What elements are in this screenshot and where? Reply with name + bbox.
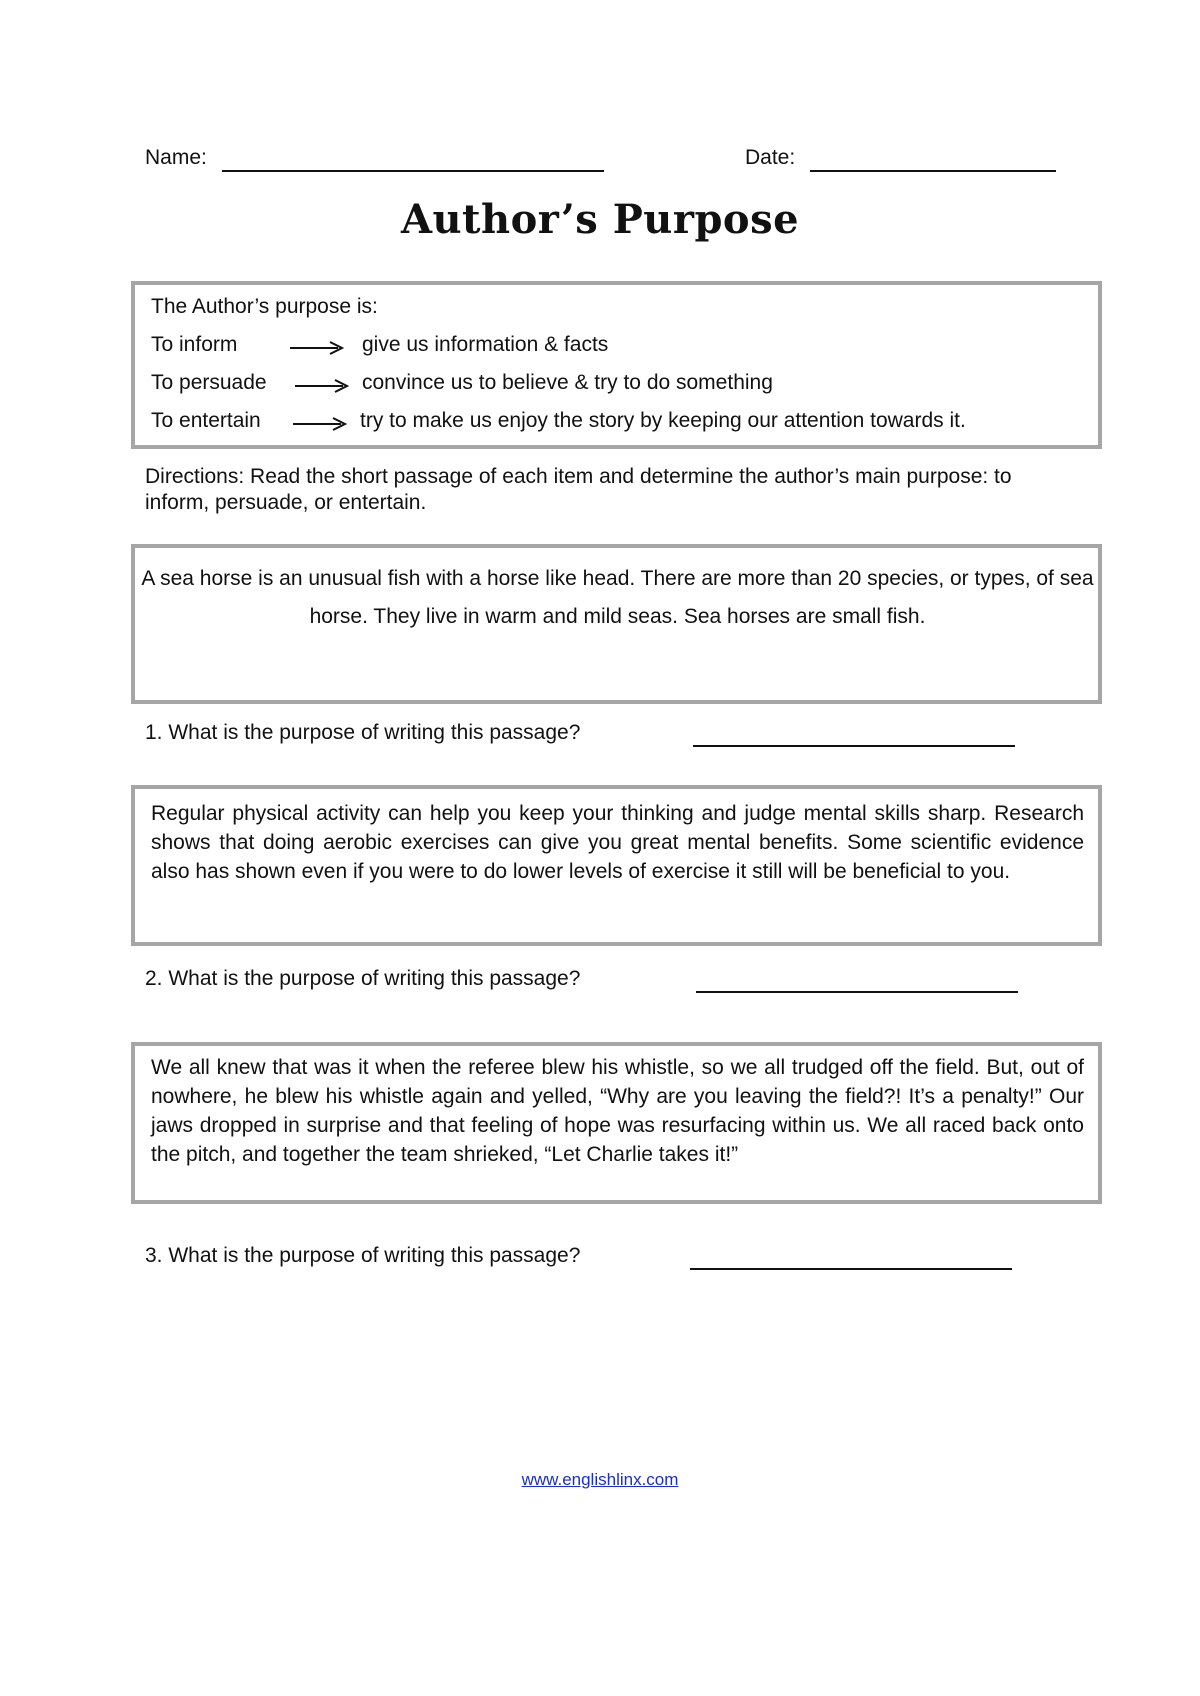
question-3: 3. What is the purpose of writing this passage?: [145, 1244, 581, 1267]
purpose-meaning-inform: give us information & facts: [362, 333, 609, 356]
name-label: Name:: [145, 146, 207, 169]
date-field: [745, 146, 795, 170]
passage-text-1: A sea horse is an unusual fish with a horse like head. There are more than 20 species, or types, of sea horse. They live in warm and mild seas. Sea horses are small fish.: [141, 567, 1094, 628]
answer-line-3[interactable]: [690, 1268, 1012, 1270]
purpose-definitions-box: [131, 281, 1102, 449]
arrow-right-icon: [290, 341, 344, 355]
purpose-term-inform: To inform: [151, 333, 238, 356]
date-input-line[interactable]: [810, 170, 1056, 172]
passage-text-3: We all knew that was it when the referee blew his whistle, so we all trudged off the field. But, out of nowhere, he blew his whistle again and yelled, “Why are you leaving the field?! It’s a penalty!” Our jaws dropped in surprise and that feeling of hope was resurfacing within us. We all raced back onto the pitch, and together the team shrieked, “Let Charlie takes it!”: [151, 1056, 1084, 1166]
date-label: Date:: [745, 146, 796, 169]
purpose-meaning-entertain: try to make us enjoy the story by keeping our attention towards it.: [360, 409, 966, 432]
answer-line-2[interactable]: [696, 991, 1018, 993]
website-link[interactable]: www.englishlinx.com: [521, 1470, 679, 1489]
name-field: [145, 146, 207, 170]
purpose-term-persuade: To persuade: [151, 371, 267, 394]
purpose-meaning-persuade: convince us to believe & try to do something: [362, 371, 773, 394]
purpose-heading: The Author’s purpose is:: [151, 295, 378, 318]
arrow-right-icon: [295, 379, 349, 393]
passage-box-2: [131, 785, 1102, 946]
passage-box-1: [131, 544, 1102, 704]
arrow-right-icon: [293, 417, 347, 431]
footer: [0, 1470, 1200, 1490]
answer-line-1[interactable]: [693, 745, 1015, 747]
passage-text-2: Regular physical activity can help you keep your thinking and judge mental skills sharp. Research shows that doing aerobic exercises can give you great mental benefits. Some scientific evidence also has shown even if you were to do lower levels of exercise it still will be beneficial to you.: [151, 802, 1084, 883]
passage-box-3: [131, 1042, 1102, 1204]
question-1: 1. What is the purpose of writing this passage?: [145, 721, 581, 744]
question-2: 2. What is the purpose of writing this passage?: [145, 967, 581, 990]
name-input-line[interactable]: [222, 170, 604, 172]
purpose-term-entertain: To entertain: [151, 409, 261, 432]
page-title: Author’s Purpose: [400, 196, 800, 243]
directions-text: Directions: Read the short passage of each item and determine the author’s main purpose: to inform, persuade, or entertain.: [145, 465, 1012, 514]
